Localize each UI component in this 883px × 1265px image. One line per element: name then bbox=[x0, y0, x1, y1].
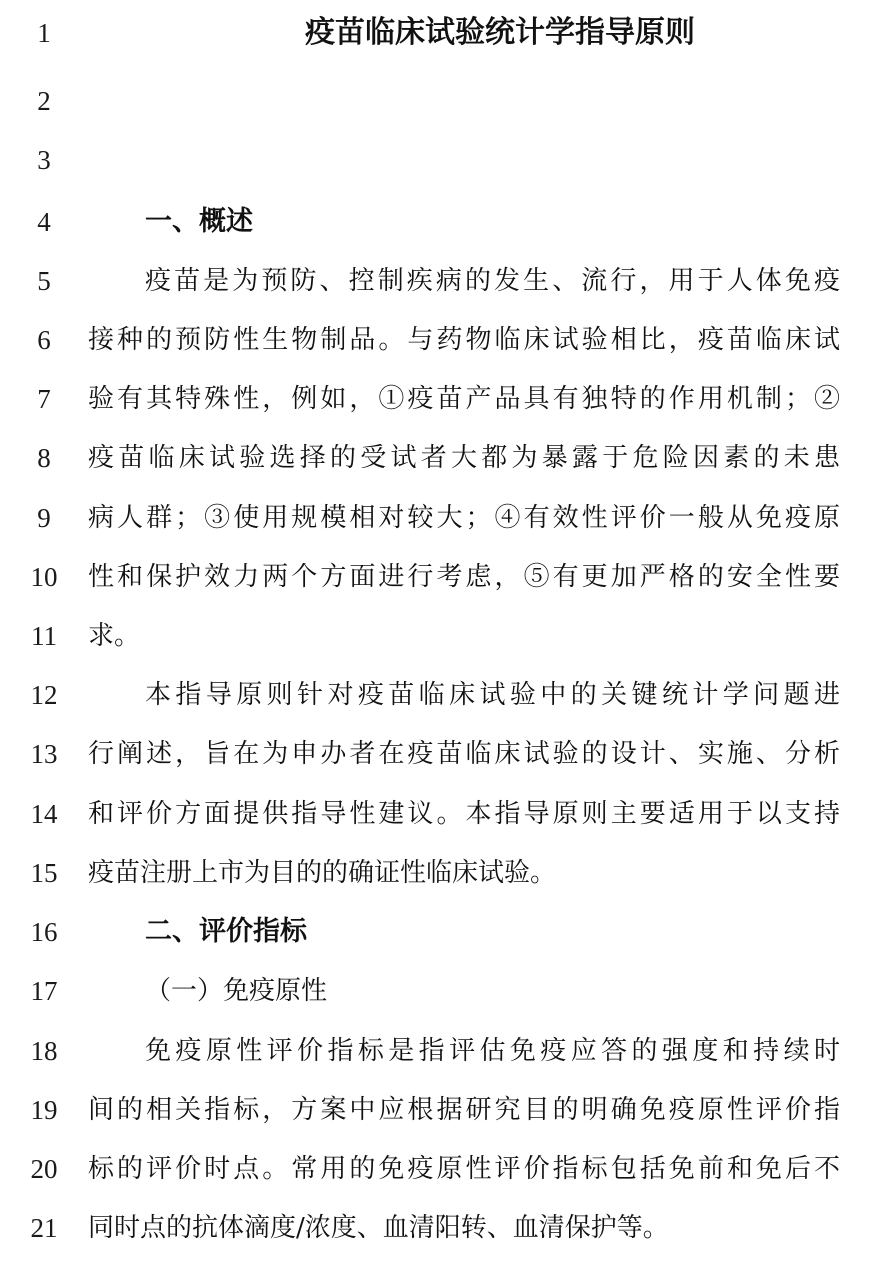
document-line-7 bbox=[0, 379, 883, 419]
line-number: 13 bbox=[30, 739, 58, 769]
line-number: 17 bbox=[30, 976, 58, 1006]
paragraph-line: 行阐述，旨在为申办者在疫苗临床试验的设计、实施、分析 bbox=[88, 739, 840, 769]
line-number: 2 bbox=[37, 86, 51, 116]
line-number: 20 bbox=[30, 1154, 58, 1184]
document-line-13 bbox=[0, 734, 883, 774]
line-number: 5 bbox=[37, 266, 51, 296]
document-line-12 bbox=[0, 675, 883, 715]
paragraph-line: 疫苗临床试验选择的受试者大都为暴露于危险因素的未患 bbox=[88, 443, 840, 473]
section-heading-overview: 一、概述 bbox=[145, 206, 253, 237]
paragraph-line: 验有其特殊性，例如，①疫苗产品具有独特的作用机制；② bbox=[88, 384, 840, 414]
paragraph-line: 接种的预防性生物制品。与药物临床试验相比，疫苗临床试 bbox=[88, 325, 840, 355]
document-line-5 bbox=[0, 261, 883, 301]
document-line-6 bbox=[0, 320, 883, 360]
paragraph-line: 间的相关指标，方案中应根据研究目的明确免疫原性评价指 bbox=[88, 1095, 840, 1125]
document-line-4 bbox=[0, 202, 883, 242]
section-heading-evaluation-indicators: 二、评价指标 bbox=[145, 916, 307, 947]
line-number: 16 bbox=[30, 917, 58, 947]
document-line-15 bbox=[0, 853, 883, 893]
paragraph-line: 和评价方面提供指导性建议。本指导原则主要适用于以支持 bbox=[88, 799, 840, 829]
line-number: 19 bbox=[30, 1095, 58, 1125]
line-number: 3 bbox=[37, 145, 51, 175]
line-number: 4 bbox=[37, 207, 51, 237]
document-line-17 bbox=[0, 971, 883, 1011]
paragraph-line: 标的评价时点。常用的免疫原性评价指标包括免前和免后不 bbox=[88, 1154, 840, 1184]
line-number: 9 bbox=[37, 503, 51, 533]
document-line-10 bbox=[0, 557, 883, 597]
line-number: 11 bbox=[31, 621, 57, 651]
line-number: 10 bbox=[30, 562, 58, 592]
document-line-20 bbox=[0, 1149, 883, 1189]
line-number: 15 bbox=[30, 858, 58, 888]
document-line-21 bbox=[0, 1208, 883, 1248]
document-line-19 bbox=[0, 1090, 883, 1130]
paragraph-line: 病人群；③使用规模相对较大；④有效性评价一般从免疫原 bbox=[88, 503, 840, 533]
paragraph-line: 免疫原性评价指标是指评估免疫应答的强度和持续时 bbox=[145, 1036, 840, 1066]
subsection-heading-immunogenicity: （一）免疫原性 bbox=[145, 976, 328, 1006]
document-line-11 bbox=[0, 616, 883, 656]
paragraph-line: 性和保护效力两个方面进行考虑，⑤有更加严格的安全性要 bbox=[88, 562, 840, 592]
paragraph-line: 疫苗注册上市为目的的确证性临床试验。 bbox=[88, 858, 557, 888]
document-line-1 bbox=[0, 13, 883, 53]
line-number: 12 bbox=[30, 680, 58, 710]
line-number: 21 bbox=[30, 1213, 58, 1243]
paragraph-line: 疫苗是为预防、控制疾病的发生、流行，用于人体免疫 bbox=[145, 266, 840, 296]
line-number: 8 bbox=[37, 443, 51, 473]
paragraph-line: 同时点的抗体滴度/浓度、血清阳转、血清保护等。 bbox=[88, 1213, 669, 1243]
document-title: 疫苗临床试验统计学指导原则 bbox=[305, 15, 695, 50]
line-number: 14 bbox=[30, 799, 58, 829]
line-number: 7 bbox=[37, 384, 51, 414]
document-line-8 bbox=[0, 438, 883, 478]
line-number: 1 bbox=[37, 18, 51, 48]
document-line-3 bbox=[0, 140, 883, 180]
document-line-18 bbox=[0, 1031, 883, 1071]
document-line-16 bbox=[0, 912, 883, 952]
line-number: 6 bbox=[37, 325, 51, 355]
document-line-14 bbox=[0, 794, 883, 834]
paragraph-line: 本指导原则针对疫苗临床试验中的关键统计学问题进 bbox=[145, 680, 840, 710]
paragraph-line: 求。 bbox=[88, 621, 141, 651]
line-number: 18 bbox=[30, 1036, 58, 1066]
document-line-2 bbox=[0, 81, 883, 121]
document-line-9 bbox=[0, 498, 883, 538]
